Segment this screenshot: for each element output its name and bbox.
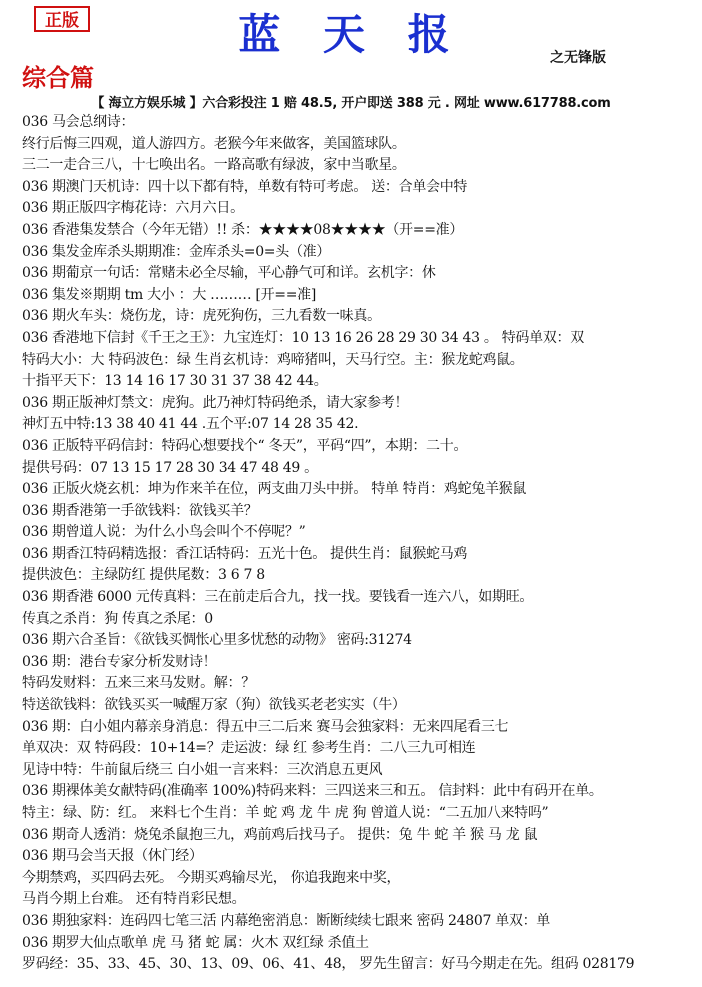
text-line: 神灯五中特:13 38 40 41 44 .五个平:07 14 28 35 42. [22,416,359,433]
text-line: 036 集发※期期 tm 大小 ：大 ……… [开==准] [22,286,317,303]
edition-badge: 正版 [34,6,90,32]
text-line: 036 期罗大仙点歌单 虎 马 猪 蛇 属：火木 双红绿 杀值土 [22,934,369,951]
text-line: 马肖今期上台难。 还有特肖彩民想。 [22,891,246,908]
text-line: 特主：绿、防：红。 来料七个生肖：羊 蛇 鸡 龙 牛 虎 狗 曾道人说：“二五加八来特吗” [22,805,549,821]
text-line: 036 期曾道人说：为什么小鸟会叫个不停呢？” [22,524,306,541]
newspaper-title: 蓝 天 报 [238,10,464,59]
text-line: 单双决：双 特码段：10+14=？走运波：绿 红 参考生肖：二八三九可相连 [22,740,476,757]
text-line: 十指平天下：13 14 16 17 30 31 37 38 42 44。 [22,373,328,390]
text-line: 036 期马会当天报（休门经） [22,848,203,865]
text-line: 特码大小：大 特码波色：绿 生肖玄机诗：鸡啼猪叫，天马行空。主：猴龙蛇鸡鼠。 [22,351,524,368]
text-line: 036 正版特平码信封：特码心想要找个“ 冬天”，平码“四”，本期：二十。 [22,437,468,454]
text-line: 036 期：白小姐内幕亲身消息：得五中三二后来 赛马会独家料：无来四尾看三七 [22,718,509,735]
text-line: 036 期奇人透消：烧兔杀鼠抱三九，鸡前鸡后找马子。 提供：兔 牛 蛇 羊 猴 马 龙 鼠 [22,826,538,843]
text-line: 036 马会总纲诗： [22,114,135,130]
text-line: 036 期正版神灯禁文：虎狗。此乃神灯特码绝杀，请大家参考！ [22,394,409,411]
article-body [22,112,702,976]
edition-label: 之无锋版 [550,50,606,66]
text-line: 终行后悔三四观，道人游四方。老猴今年来做客，美国篮球队。 [22,135,406,152]
text-line: 036 期澳门天机诗：四十以下都有特，单数有特可考虑。 送：合单会中特 [22,178,468,195]
text-line: 036 期火车头：烧伤龙，诗：虎死狗伤，三九看数一味真。 [22,308,381,325]
text-line: 036 期六合圣旨：《欲钱买惆怅心里多忧愁的动物》 密码:31274 [22,632,412,649]
text-line: 036 正版火烧玄机：坤为作来羊在位，两支曲刀头中拼。 特单 特肖：鸡蛇兔羊猴鼠 [22,481,527,498]
text-line: 特送欲钱料：欲钱买买一喊醒万家（狗）欲钱买老老实实（牛） [22,697,406,714]
text-line: 提供波色：主绿防红 提供尾数：3 6 7 8 [22,567,265,584]
text-line: 传真之杀肖：狗 传真之杀尾：0 [22,610,213,627]
text-line: 036 期正版四字梅花诗：六月六日。 [22,200,244,217]
text-line: 见诗中特：牛前鼠后绕三 白小姐一言来料：三次消息五更风 [22,761,383,778]
text-line: 036 期裸体美女献特码(准确率 100%)特码来料：三四送来三和五。 信封料：此中有码开在单。 [22,783,603,800]
text-line: 提供号码：07 13 15 17 28 30 34 47 48 49 。 [22,459,318,476]
text-line: 036 集发金库杀头期期准：金库杀头=0=头（准） [22,243,331,260]
text-line: 特码发财料：五来三来马发财。解：？ [22,675,255,692]
text-line: 三二一走合三八，十七唤出名。一路高歌有绿波，家中当歌星。 [22,157,406,174]
text-line: 036 期独家料：连码四七笔三活 内幕绝密消息：断断续续七跟来 密码 24807 单双：单 [22,912,551,929]
text-line: 036 期香港 6000 元传真料：三在前走后合九，找一找。要钱看一连六八，如期旺。 [22,589,534,606]
text-line: 036 期：港台专家分析发财诗！ [22,653,217,670]
text-line: 036 香港地下信封《千王之王》：九宝连灯：10 13 16 26 28 29 30 34 43 。 特码单双：双 [22,329,584,346]
text-line: 036 期香江特码精选报：香江话特码：五光十色。 提供生肖：鼠猴蛇马鸡 [22,545,468,562]
text-line: 罗码经：35、33、45、30、13、09、06、41、48， 罗先生留言：好马今期走在先。组码 028179 [22,956,635,973]
text-line: 036 期香港第一手欲钱料：欲钱买羊？ [22,502,258,519]
section-title: 综合篇 [22,63,94,92]
text-line: 036 期葡京一句话：常赌未必全尽输，平心静气可和详。玄机字：休 [22,265,436,282]
ad-banner[interactable]: 【 海立方娱乐城 】六合彩投注 1 赔 48.5, 开户即送 388 元 . 网址 www.617788.com [91,96,611,111]
text-line: 今期禁鸡，买四码去死。 今期买鸡输尽光， 你追我跑来中奖， [22,869,401,886]
text-line: 036 香港集发禁合（今年无错）!! 杀：★★★★08★★★★（开==准） [22,221,464,238]
